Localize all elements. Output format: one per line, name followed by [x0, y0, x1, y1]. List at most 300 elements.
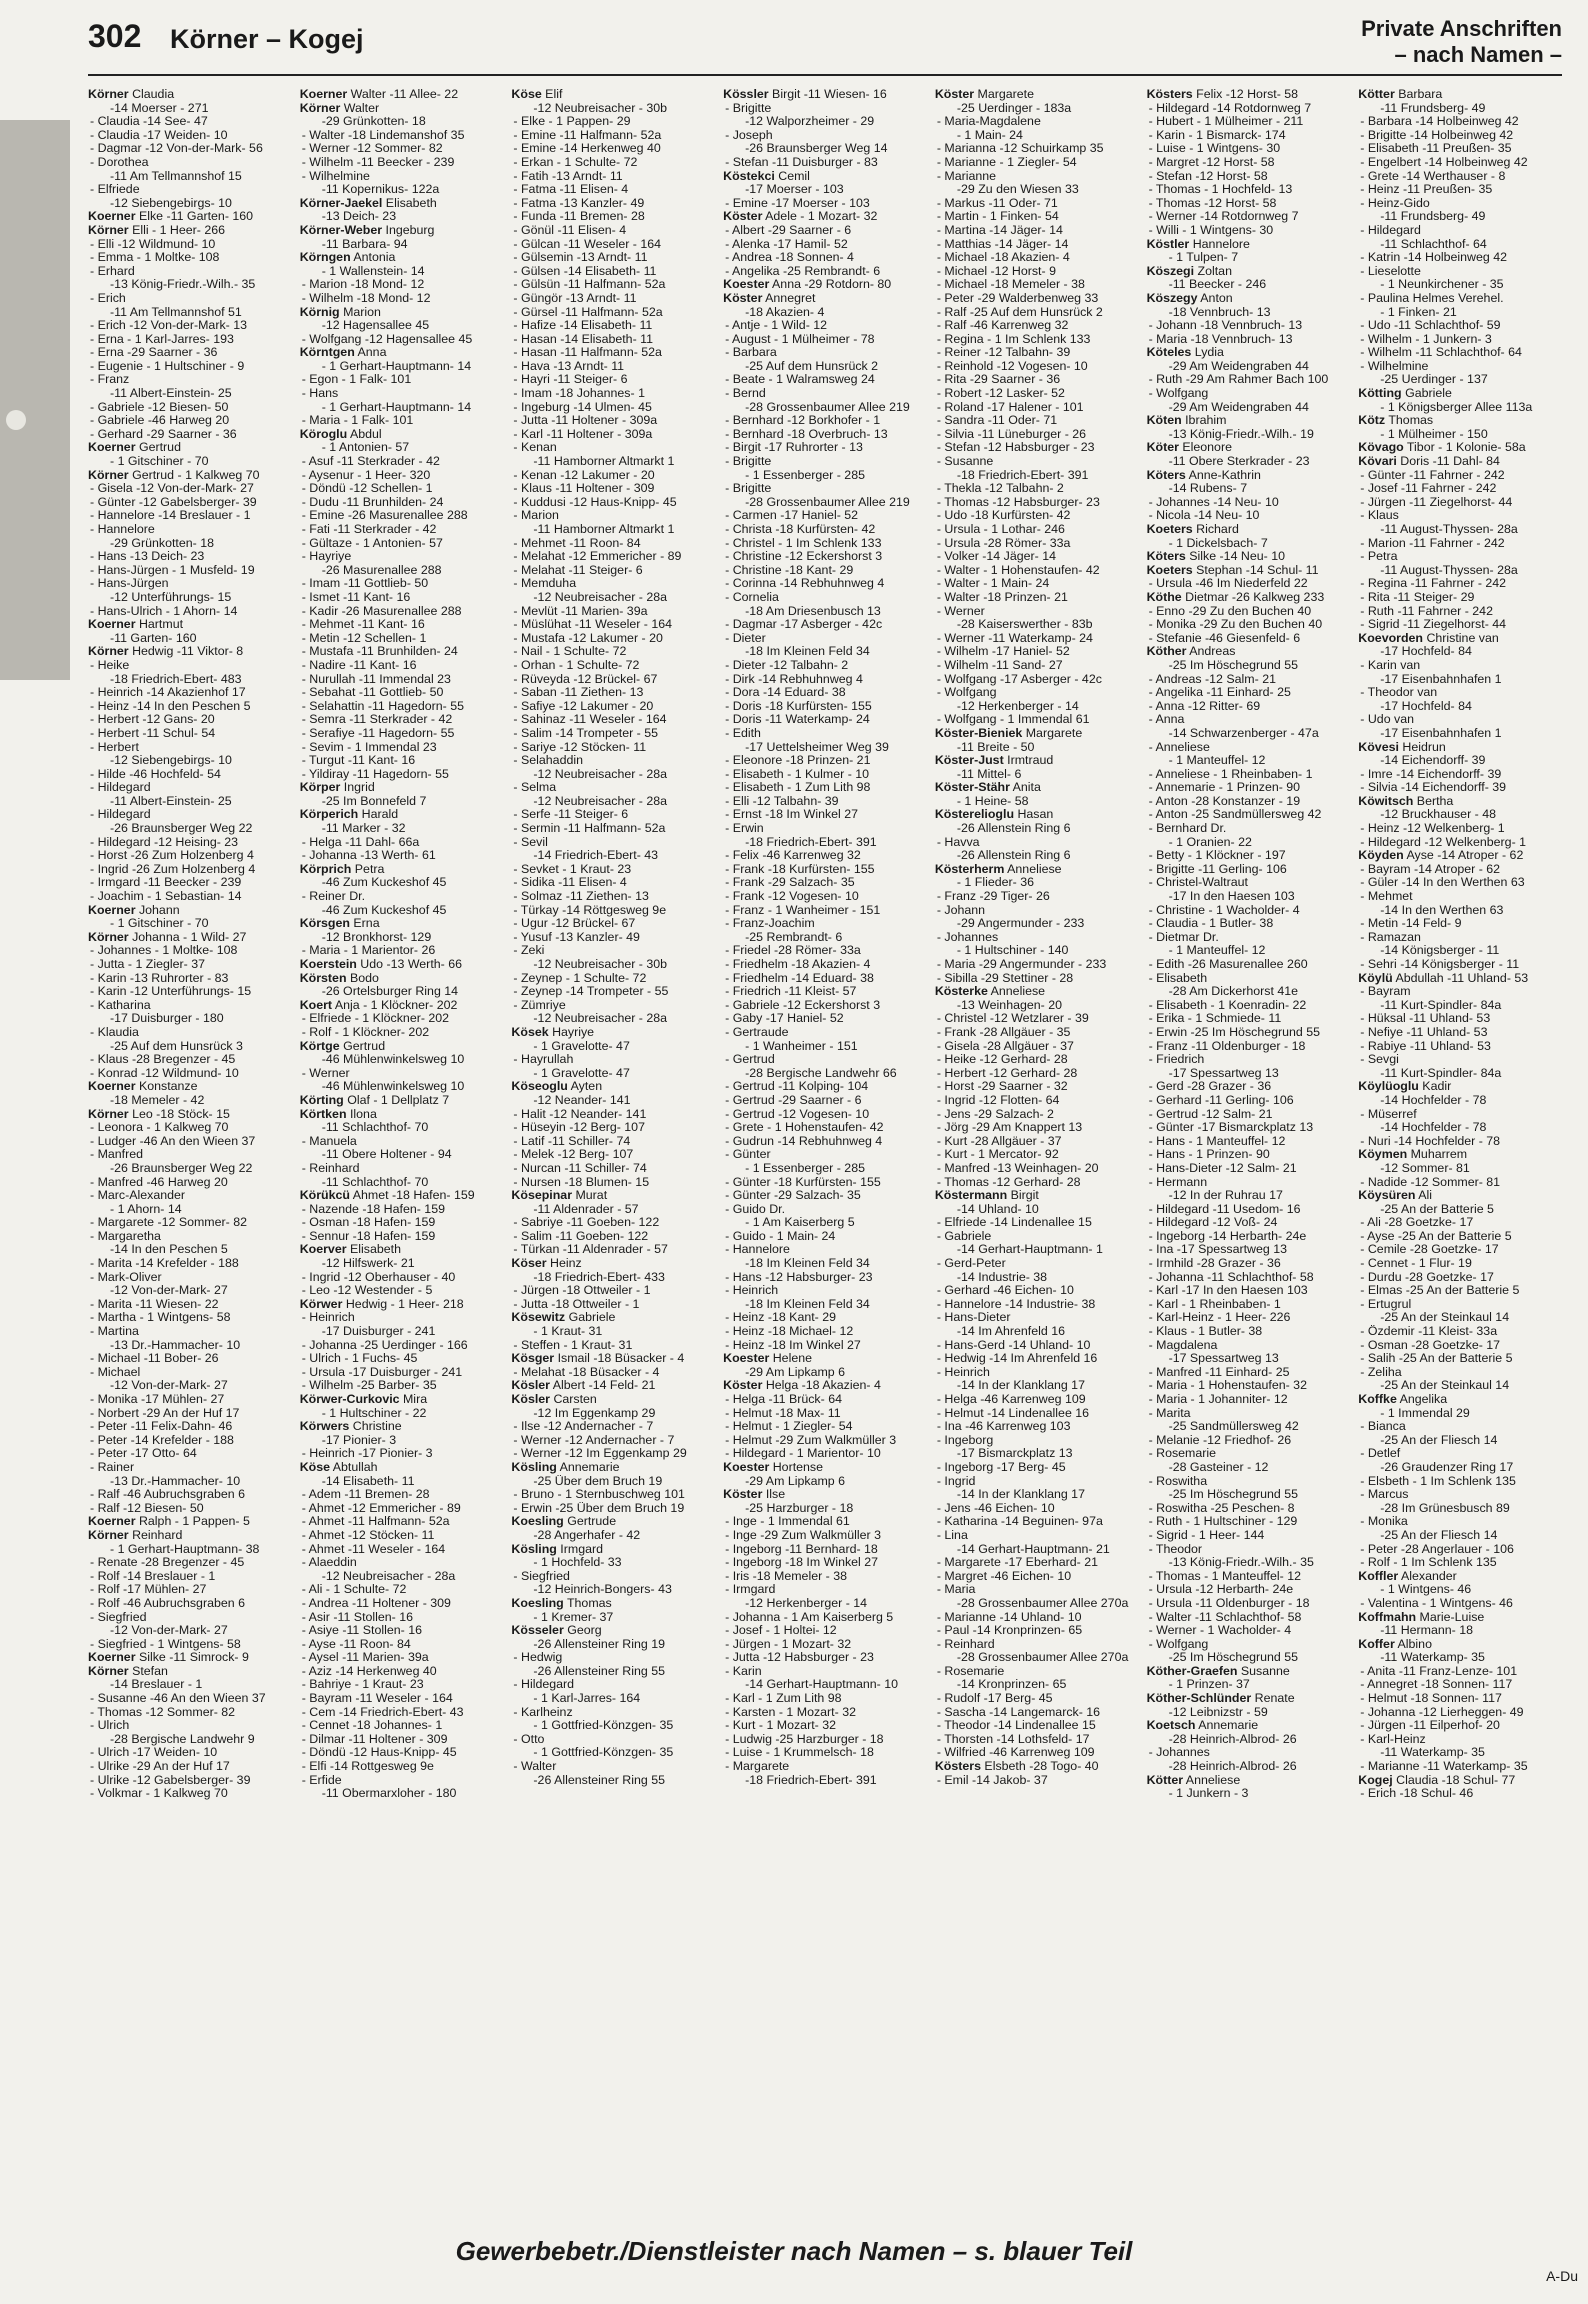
listing-line: - Siegfried — [513, 1569, 570, 1583]
listing-line: - Bianca — [1360, 1420, 1406, 1434]
entry-detail: Helga -18 Akazien- 4 — [762, 1379, 881, 1393]
address-line: -11 Breite - 50 — [956, 740, 1035, 754]
listing-line: - Nadire -11 Kant- 16 — [301, 658, 417, 672]
listing-line: - Erhard — [90, 264, 135, 278]
listing-line: - Havva — [936, 835, 980, 849]
listing-line: - Gülsen -14 Elisabeth- 11 — [513, 264, 657, 278]
listing-line: - Klaus -28 Bregenzer - 45 — [90, 1053, 236, 1067]
listing-line: - Susanne — [936, 455, 994, 469]
entry-detail: Ilona — [346, 1107, 377, 1121]
listing-line: - Inge - 1 Immendal 61 — [725, 1515, 850, 1529]
address-line: -25 An der Fliesch 14 — [1380, 1528, 1498, 1542]
address-line: -17 Moerser - 103 — [745, 183, 844, 197]
surname-entry — [300, 917, 504, 931]
entry-detail: Leo -18 Stöck- 15 — [128, 1107, 230, 1121]
address-line: -11 Waterkamp- 35 — [1380, 1651, 1485, 1665]
listing-line: - Ulrich - 1 Fuchs- 45 — [301, 1352, 418, 1366]
surname: Koesling — [511, 1515, 564, 1529]
listing-line: - Erich -18 Schul- 46 — [1360, 1787, 1474, 1801]
listing-line: - Jutta -12 Habsburger - 23 — [725, 1651, 874, 1665]
listing-line: - Müserref — [1360, 1107, 1417, 1121]
listing-line: - Hayrullah — [513, 1053, 574, 1067]
surname-entry — [1147, 564, 1351, 578]
listing-line: - Mustafa -11 Brunhilden- 24 — [301, 645, 458, 659]
listing-line: - Herbert -11 Schul- 54 — [90, 726, 216, 740]
surname: Körtge — [299, 1039, 340, 1053]
surname-entry — [723, 88, 927, 102]
listing-line: - Erich -12 Von-der-Mark- 13 — [90, 319, 247, 333]
surname: Kövesi — [1358, 740, 1399, 754]
listing-line: - Andreas -12 Salm- 21 — [1148, 672, 1276, 686]
listing-line: - Petra — [1360, 550, 1398, 564]
entry-detail: Ralph - 1 Pappen- 5 — [135, 1515, 250, 1529]
listing-line: - Sennur -18 Hafen- 159 — [301, 1229, 436, 1243]
listing-line: - Michael -12 Horst- 9 — [936, 264, 1056, 278]
listing-line: - Gerd-Peter — [936, 1257, 1006, 1271]
listing-line: - Michael -18 Memeler - 38 — [936, 278, 1085, 292]
address-line: -46 Zum Kuckeshof 45 — [321, 903, 447, 917]
listing-line: - Sevket - 1 Kraut- 23 — [513, 862, 632, 876]
listing-line: - Ahmet -12 Emmericher - 89 — [301, 1501, 461, 1515]
listing-line: - Ursula -17 Duisburger - 241 — [301, 1365, 463, 1379]
entry-detail: Anita — [1009, 781, 1041, 795]
listing-line: - Mehmet -11 Roon- 84 — [513, 536, 641, 550]
listing-line: - Johannes -14 Neu- 10 — [1148, 495, 1279, 509]
listing-line: - Selahattin -11 Hagedorn- 55 — [301, 699, 465, 713]
listing-line: - Fatih -13 Arndt- 11 — [513, 169, 623, 183]
listing-line: - Peter -17 Otto- 64 — [90, 1447, 197, 1461]
listing-line: - Ugur -12 Brückel- 67 — [513, 917, 636, 931]
address-line: - 1 Flieder- 36 — [956, 876, 1034, 890]
address-line: -11 Marker - 32 — [321, 822, 406, 836]
address-line: -26 Allenstein Ring 6 — [956, 822, 1071, 836]
address-line: -14 Rubens- 7 — [1168, 482, 1248, 496]
listing-line: - Marianne -14 Uhland- 10 — [936, 1610, 1082, 1624]
listing-line: - Melahat -11 Steiger- 6 — [513, 563, 643, 577]
listing-line: - Hasan -11 Halfmann- 52a — [513, 346, 662, 360]
listing-line: - Anton -28 Konstanzer - 19 — [1148, 794, 1301, 808]
listing-line: - Karin — [725, 1664, 762, 1678]
surname: Koerstein — [299, 958, 357, 971]
listing-line: - Irmgard -11 Beecker - 239 — [90, 876, 242, 890]
surname-entry — [1358, 849, 1562, 863]
surname: Köstler — [1146, 237, 1190, 251]
listing-line: - Erna -29 Saarner - 36 — [90, 346, 218, 360]
listing-line: - Wilhelmine — [301, 169, 370, 183]
surname: Köseoglu — [511, 1080, 568, 1094]
surname: Körner — [88, 1664, 129, 1678]
address-line: -26 Braunsberger Weg 14 — [745, 142, 888, 156]
listing-line: - Barbara — [725, 346, 777, 360]
surname-entry — [935, 1760, 1139, 1774]
surname-entry — [300, 1393, 504, 1407]
listing-line: - Gürsel -11 Halfmann- 52a — [513, 305, 663, 319]
surname: Köster-Bieniek — [934, 726, 1023, 740]
surname-entry — [300, 1189, 504, 1203]
listing-line: - Serafiye -11 Hagedorn- 55 — [301, 726, 455, 740]
surname-entry — [511, 1026, 715, 1040]
address-line: -12 Im Eggenkamp 29 — [533, 1406, 656, 1420]
address-line: -25 Im Höschegrund 55 — [1168, 1488, 1299, 1502]
surname: Kösek — [511, 1025, 549, 1039]
listing-line: - Monika -29 Zu den Buchen 40 — [1148, 618, 1323, 632]
listing-line: - Memduha — [513, 577, 577, 591]
listing-line: - Türkay -14 Röttgesweg 9e — [513, 903, 667, 917]
listing-line: - Norbert -29 An der Huf 17 — [90, 1406, 240, 1420]
listing-line: - Theodor van — [1360, 686, 1438, 700]
listing-line: - Brigitte — [725, 455, 772, 469]
listing-line: - Jens -46 Eichen- 10 — [936, 1501, 1055, 1515]
address-line: -28 Im Grünesbusch 89 — [1380, 1501, 1510, 1515]
surname: Körting — [299, 1093, 344, 1107]
address-line: -14 Gerhart-Hauptmann- 21 — [956, 1542, 1110, 1556]
listing-line: - Bernhard Dr. — [1148, 822, 1227, 836]
surname: Kötter — [1146, 1773, 1184, 1787]
listing-line: - Johannes — [936, 930, 999, 944]
surname-entry — [511, 1352, 715, 1366]
listing-line: - Sermin -11 Halfmann- 52a — [513, 822, 666, 836]
surname-entry — [88, 224, 292, 238]
listing-line: - Fatma -11 Elisen- 4 — [513, 183, 629, 197]
address-line: - 1 Oranien- 22 — [1168, 835, 1252, 849]
address-line: -12 Neubreisacher - 28a — [533, 767, 668, 781]
address-line: -12 Neander- 141 — [533, 1093, 631, 1107]
listing-line: - Helmut -29 Zum Walkmüller 3 — [725, 1433, 897, 1447]
listing-line: - Gerhard -11 Gerling- 106 — [1148, 1093, 1294, 1107]
listing-line: - Imre -14 Eichendorff- 39 — [1360, 767, 1502, 781]
listing-line: - Walter — [513, 1760, 557, 1774]
listing-line: - Zümriye — [513, 998, 566, 1012]
entry-detail: Albert -14 Feld- 21 — [550, 1379, 656, 1393]
surname-entry — [88, 1080, 292, 1094]
surname: Körner — [88, 468, 129, 482]
listing-line: - Melanie -12 Friedhof- 26 — [1148, 1433, 1292, 1447]
listing-line: - Detlef — [1360, 1447, 1401, 1461]
listing-line: - Zeliha — [1360, 1365, 1402, 1379]
page-number: 302 — [88, 18, 142, 54]
address-line: -26 Braunsberger Weg 22 — [110, 822, 253, 836]
listing-line: - Erna - 1 Karl-Jarres- 193 — [90, 332, 234, 346]
listing-line: - Ahmet -11 Weseler - 164 — [301, 1542, 446, 1556]
address-line: -29 Zu den Wiesen 33 — [956, 183, 1079, 197]
address-line: - 1 Kraut- 31 — [533, 1325, 603, 1339]
listing-line: - Heinrich -17 Pionier- 3 — [301, 1447, 433, 1461]
listing-line: - Ina -17 Spessartweg 13 — [1148, 1243, 1288, 1257]
listing-line: - Luise - 1 Krummelsch- 18 — [725, 1746, 874, 1760]
listing-line: - Martina -14 Jäger- 14 — [936, 223, 1063, 237]
listing-line: - Marianne -11 Waterkamp- 35 — [1360, 1760, 1528, 1774]
entry-detail: Carsten — [550, 1393, 597, 1406]
listing-line: - Mehmet — [1360, 890, 1413, 904]
listing-line: - Dagmar -12 Von-der-Mark- 56 — [90, 142, 263, 156]
listing-line: - Karl - 1 Zum Lith 98 — [725, 1692, 842, 1706]
listing-line: - Peter -11 Felix-Dahn- 46 — [90, 1420, 233, 1434]
surname: Körper — [299, 781, 341, 795]
listing-line: - Cennet -18 Johannes- 1 — [301, 1719, 443, 1733]
listing-line: - Yildiray -11 Hagedorn- 55 — [301, 767, 449, 781]
listing-line: - Werner -12 Andernacher - 7 — [513, 1433, 675, 1447]
listing-line: - Frank -29 Salzach- 35 — [725, 876, 855, 890]
address-line: -25 Im Bonnefeld 7 — [321, 794, 427, 808]
surname-entry — [1147, 469, 1351, 483]
listing-line: - Erika - 1 Schmiede- 11 — [1148, 1012, 1282, 1026]
entry-detail: Alexander — [1398, 1569, 1457, 1583]
listing-line: - Solmaz -11 Ziethen- 13 — [513, 890, 649, 904]
surname: Köymen — [1358, 1148, 1408, 1162]
listing-line: - Sascha -14 Langemarck- 16 — [936, 1705, 1101, 1719]
address-line: -28 Grossenbaumer Allee 219 — [745, 400, 910, 414]
address-line: -28 Kaiserswerther - 83b — [956, 618, 1093, 632]
address-line: -13 Deich- 23 — [321, 210, 397, 224]
listing-line: - Hildegard -14 Rotdornweg 7 — [1148, 101, 1312, 115]
listing-line: - Doris -18 Kurfürsten- 155 — [725, 699, 872, 713]
listing-line: - Brigitte -14 Holbeinweg 42 — [1360, 128, 1514, 142]
address-line: -25 Auf dem Hunsrück 2 — [745, 359, 879, 373]
entry-detail: Cemil — [774, 169, 810, 183]
surname-entry — [935, 808, 1139, 822]
listing-line: - Erwin — [725, 822, 764, 836]
listing-line: - Gülsemin -13 Arndt- 11 — [513, 251, 648, 265]
listing-line: - Zeynep - 1 Schulte- 72 — [513, 971, 647, 985]
address-line: -11 Hamborner Altmarkt 1 — [533, 523, 675, 536]
listing-line: - Eleonore -18 Prinzen- 21 — [725, 754, 871, 768]
listing-line: - Angelika -11 Einhard- 25 — [1148, 686, 1291, 700]
listing-line: - Thomas - 1 Hochfeld- 13 — [1148, 183, 1293, 197]
listing-line: - Herbert -12 Gans- 20 — [90, 713, 215, 727]
address-line: -14 Gerhart-Hauptmann- 10 — [745, 1678, 899, 1692]
address-line: - 1 Gravelotte- 47 — [533, 1066, 630, 1080]
listing-line: - Semra -11 Sterkrader - 42 — [301, 713, 453, 727]
address-line: - 1 Königsberger Allee 113a — [1380, 400, 1533, 414]
entry-detail: Anneliese — [987, 985, 1046, 999]
listing-line: - Franz -29 Tiger- 26 — [936, 890, 1050, 904]
listing-line: - Helga -46 Karrenweg 109 — [936, 1393, 1086, 1406]
surname-entry — [723, 170, 927, 184]
surname: Koester — [723, 1460, 770, 1474]
surname: Kötting — [1358, 387, 1402, 401]
surname: Köthe — [1146, 590, 1182, 604]
address-line: -11 Albert-Einstein- 25 — [110, 794, 232, 808]
surname: Koetsch — [1146, 1719, 1196, 1733]
address-line: -17 Bismarckplatz 13 — [956, 1447, 1073, 1461]
surname-entry — [1147, 265, 1351, 279]
listing-line: - Marc-Alexander — [90, 1189, 186, 1203]
address-line: -12 Siebengebirgs- 10 — [110, 196, 232, 210]
listing-line: - Elfi -14 Rottgesweg 9e — [301, 1760, 434, 1774]
listing-line: - Brigitte -11 Gerling- 106 — [1148, 862, 1287, 876]
listing-line: - Barbara -14 Holbeinweg 42 — [1360, 115, 1519, 129]
surname-entry — [511, 1624, 715, 1638]
listing-line: - Emine -11 Halfmann- 52a — [513, 128, 662, 142]
entry-detail: Hayriye — [548, 1025, 595, 1039]
listing-line: - Durdu -28 Goetzke- 17 — [1360, 1270, 1494, 1284]
listing-line: - Gabriele -12 Biesen- 50 — [90, 400, 229, 414]
address-line: -11 Obermarxloher - 180 — [321, 1787, 457, 1801]
listing-line: - Wilfried -46 Karrenweg 109 — [936, 1746, 1095, 1760]
surname: Körperich — [299, 808, 359, 822]
address-line: -14 Hochfelder - 78 — [1380, 1121, 1487, 1135]
surname-entry — [300, 958, 504, 972]
listing-line: - Nurullah -11 Immendal 23 — [301, 672, 451, 686]
entry-detail: Abdullah -11 Uhland- 53 — [1392, 971, 1529, 985]
listing-line: - Gaby -17 Haniel- 52 — [725, 1012, 844, 1026]
entry-detail: Elisabeth — [346, 1243, 401, 1257]
listing-line: - Ralf -12 Biesen- 50 — [90, 1501, 204, 1515]
listing-line: - Safiye -12 Lakumer - 20 — [513, 699, 654, 713]
surname: Köther-Graefen — [1146, 1664, 1238, 1678]
address-line: -28 Grossenbaumer Allee 270a — [956, 1596, 1129, 1610]
listing-line: - Melahat -18 Büsacker - 4 — [513, 1365, 660, 1379]
listing-line: - Johann -18 Vennbruch- 13 — [1148, 319, 1303, 333]
listing-line: - Ruth -29 Am Rahmer Bach 100 — [1148, 373, 1329, 387]
listing-line: - Marion — [513, 509, 559, 523]
entry-detail: Ayse -14 Atroper - 62 — [1403, 849, 1524, 863]
address-line: -26 Allensteiner Ring 19 — [533, 1637, 665, 1651]
listing-line: - Christel-Waltraut — [1148, 876, 1248, 890]
address-line: - 1 Finken- 21 — [1380, 305, 1457, 319]
listing-line: - Betty - 1 Klöckner - 197 — [1148, 849, 1286, 863]
listing-line: - Heinz-Gido — [1360, 196, 1430, 210]
surname: Kösters — [1146, 88, 1193, 101]
entry-detail: Annemarie — [1195, 1719, 1259, 1733]
surname-entry — [511, 1379, 715, 1393]
listing-line: - Silvia -11 Lüneburger - 26 — [936, 427, 1087, 441]
surname: Köstermann — [934, 1189, 1008, 1203]
listing-line: - Gönül -11 Elisen- 4 — [513, 223, 627, 237]
surname-entry — [300, 306, 504, 320]
surname: Körngen — [299, 251, 351, 265]
surname-entry — [1358, 455, 1562, 469]
listing-line: - Reiner -12 Talbahn- 39 — [936, 346, 1071, 360]
directory-column — [511, 88, 715, 2168]
listing-line: - Thomas - 1 Manteuffel- 12 — [1148, 1569, 1301, 1583]
entry-detail: Anna — [354, 346, 387, 360]
listing-line: - Asiye -11 Stollen- 16 — [301, 1624, 422, 1638]
listing-line: - Johanna -25 Uerdinger - 166 — [301, 1338, 468, 1352]
listing-line: - Rolf -46 Aubruchsgraben 6 — [90, 1596, 245, 1610]
surname-entry — [935, 754, 1139, 768]
listing-line: - Jürgen - 1 Mozart- 32 — [725, 1637, 852, 1651]
listing-line: - Josef - 1 Holtei- 12 — [725, 1624, 837, 1638]
surname-entry — [1358, 741, 1562, 755]
listing-line: - Wilhelm -11 Beecker - 239 — [301, 155, 455, 169]
page-title: Körner – Kogej — [170, 24, 364, 54]
surname-entry — [511, 1597, 715, 1611]
surname: Kogej — [1358, 1773, 1393, 1787]
listing-line: - Hildegard -12 Heising- 23 — [90, 835, 239, 849]
entry-detail: Anton — [1197, 291, 1233, 305]
listing-line: - Maria - 1 Falk- 101 — [301, 414, 414, 428]
listing-line: - Nicola -14 Neu- 10 — [1148, 509, 1260, 523]
listing-line: - Fatma -13 Kanzler- 49 — [513, 196, 645, 210]
surname: Körner — [88, 930, 129, 944]
listing-line: - Hans -13 Deich- 23 — [90, 550, 205, 564]
entry-detail: Stephan -14 Schul- 11 — [1192, 563, 1319, 577]
listing-line: - Reinhard — [936, 1637, 995, 1651]
listing-line: - Osman -28 Goetzke- 17 — [1360, 1338, 1501, 1352]
surname-entry — [88, 1529, 292, 1543]
entry-detail: Adele - 1 Mozart- 32 — [762, 210, 878, 224]
listing-line: - Konrad -12 Wildmund- 10 — [90, 1066, 239, 1080]
entry-detail: Georg — [563, 1624, 602, 1638]
address-line: -11 Garten- 160 — [110, 631, 197, 645]
listing-line: - Frank -28 Allgäuer - 35 — [936, 1025, 1071, 1039]
listing-line: - Kenan — [513, 441, 557, 455]
address-line: -18 Vennbruch- 13 — [1168, 305, 1271, 319]
entry-detail: Tibor - 1 Kolonie- 58a — [1403, 441, 1526, 455]
surname-entry — [723, 292, 927, 306]
address-line: -17 Spessartweg 13 — [1168, 1352, 1279, 1366]
listing-line: - Güler -14 In den Werthen 63 — [1360, 876, 1525, 890]
listing-line: - Günter -29 Salzach- 35 — [725, 1189, 861, 1203]
surname-entry — [511, 88, 715, 102]
surname: Kövago — [1358, 441, 1404, 455]
listing-line: - Heinz -14 In den Peschen 5 — [90, 699, 251, 713]
listing-line: - Stefan -11 Duisburger - 83 — [725, 155, 878, 169]
surname: Koffmahn — [1358, 1610, 1417, 1624]
address-line: -14 Moerser - 271 — [110, 101, 209, 115]
listing-line: - Kurt - 1 Mercator- 92 — [936, 1148, 1059, 1162]
surname-entry — [88, 645, 292, 659]
surname-entry — [935, 1189, 1139, 1203]
listing-line: - Rainer — [90, 1460, 135, 1474]
listing-line: - Willi - 1 Wintgens- 30 — [1148, 223, 1274, 237]
surname-entry — [511, 1515, 715, 1529]
listing-line: - Peter -14 Krefelder - 188 — [90, 1433, 234, 1447]
surname: Koert — [299, 998, 333, 1012]
listing-line: - Rudolf -17 Berg- 45 — [936, 1692, 1053, 1706]
surname-entry — [723, 1488, 927, 1502]
address-line: -25 Sandmüllersweg 42 — [1168, 1420, 1299, 1434]
listing-line: - Elfriede - 1 Klöckner- 202 — [301, 1012, 450, 1026]
address-line: -11 Hermann- 18 — [1380, 1624, 1474, 1638]
address-line: -18 Memeler - 42 — [110, 1093, 205, 1107]
entry-detail: Barbara — [1394, 88, 1443, 101]
address-line: - 1 Dickelsbach- 7 — [1168, 536, 1268, 550]
listing-line: - Siegfried — [90, 1610, 147, 1624]
listing-line: - Ahmet -11 Halfmann- 52a — [301, 1515, 450, 1529]
listing-line: - Erwin -25 Im Höschegrund 55 — [1148, 1025, 1321, 1039]
listing-line: - Wolfgang - 1 Immendal 61 — [936, 713, 1090, 727]
listing-line: - Michael -11 Bober- 26 — [90, 1352, 219, 1366]
listing-line: - Gisela -12 Von-der-Mark- 27 — [90, 482, 254, 496]
address-line: -14 Elisabeth- 11 — [321, 1474, 415, 1488]
listing-line: - Hans - 1 Prinzen- 90 — [1148, 1148, 1270, 1162]
address-line: -12 Bronkhorst- 129 — [321, 930, 432, 944]
address-line: -25 An der Steinkaul 14 — [1380, 1311, 1510, 1325]
surname-entry — [88, 88, 292, 102]
address-line: -11 Mittel- 6 — [956, 767, 1022, 781]
entry-detail: Ahmet -18 Hafen- 159 — [349, 1189, 475, 1203]
address-line: -11 Am Tellmannshof 51 — [110, 305, 242, 319]
surname-entry — [723, 278, 927, 292]
listing-line: - Friedrich — [1148, 1053, 1205, 1067]
directory-column — [88, 88, 292, 2168]
listing-line: - Asir -11 Stollen- 16 — [301, 1610, 414, 1624]
listing-line: - Walter - 1 Hohenstaufen- 42 — [936, 563, 1100, 577]
listing-line: - Hedwig -14 Im Ahrenfeld 16 — [936, 1352, 1098, 1366]
listing-line: - Andrea -18 Sonnen- 4 — [725, 251, 854, 265]
listing-line: - Elli -12 Talbahn- 39 — [725, 794, 839, 808]
surname-entry — [1147, 591, 1351, 605]
listing-line: - Mustafa -12 Lakumer - 20 — [513, 631, 663, 645]
address-line: -14 Industrie- 38 — [956, 1270, 1048, 1284]
surname-entry — [300, 251, 504, 265]
address-line: -17 Eisenbahnhafen 1 — [1380, 726, 1502, 740]
listing-line: - Nefiye -11 Uhland- 53 — [1360, 1025, 1488, 1039]
listing-line: - Luise - 1 Wintgens- 30 — [1148, 142, 1281, 156]
listing-line: - Karl-Heinz — [1360, 1732, 1426, 1746]
